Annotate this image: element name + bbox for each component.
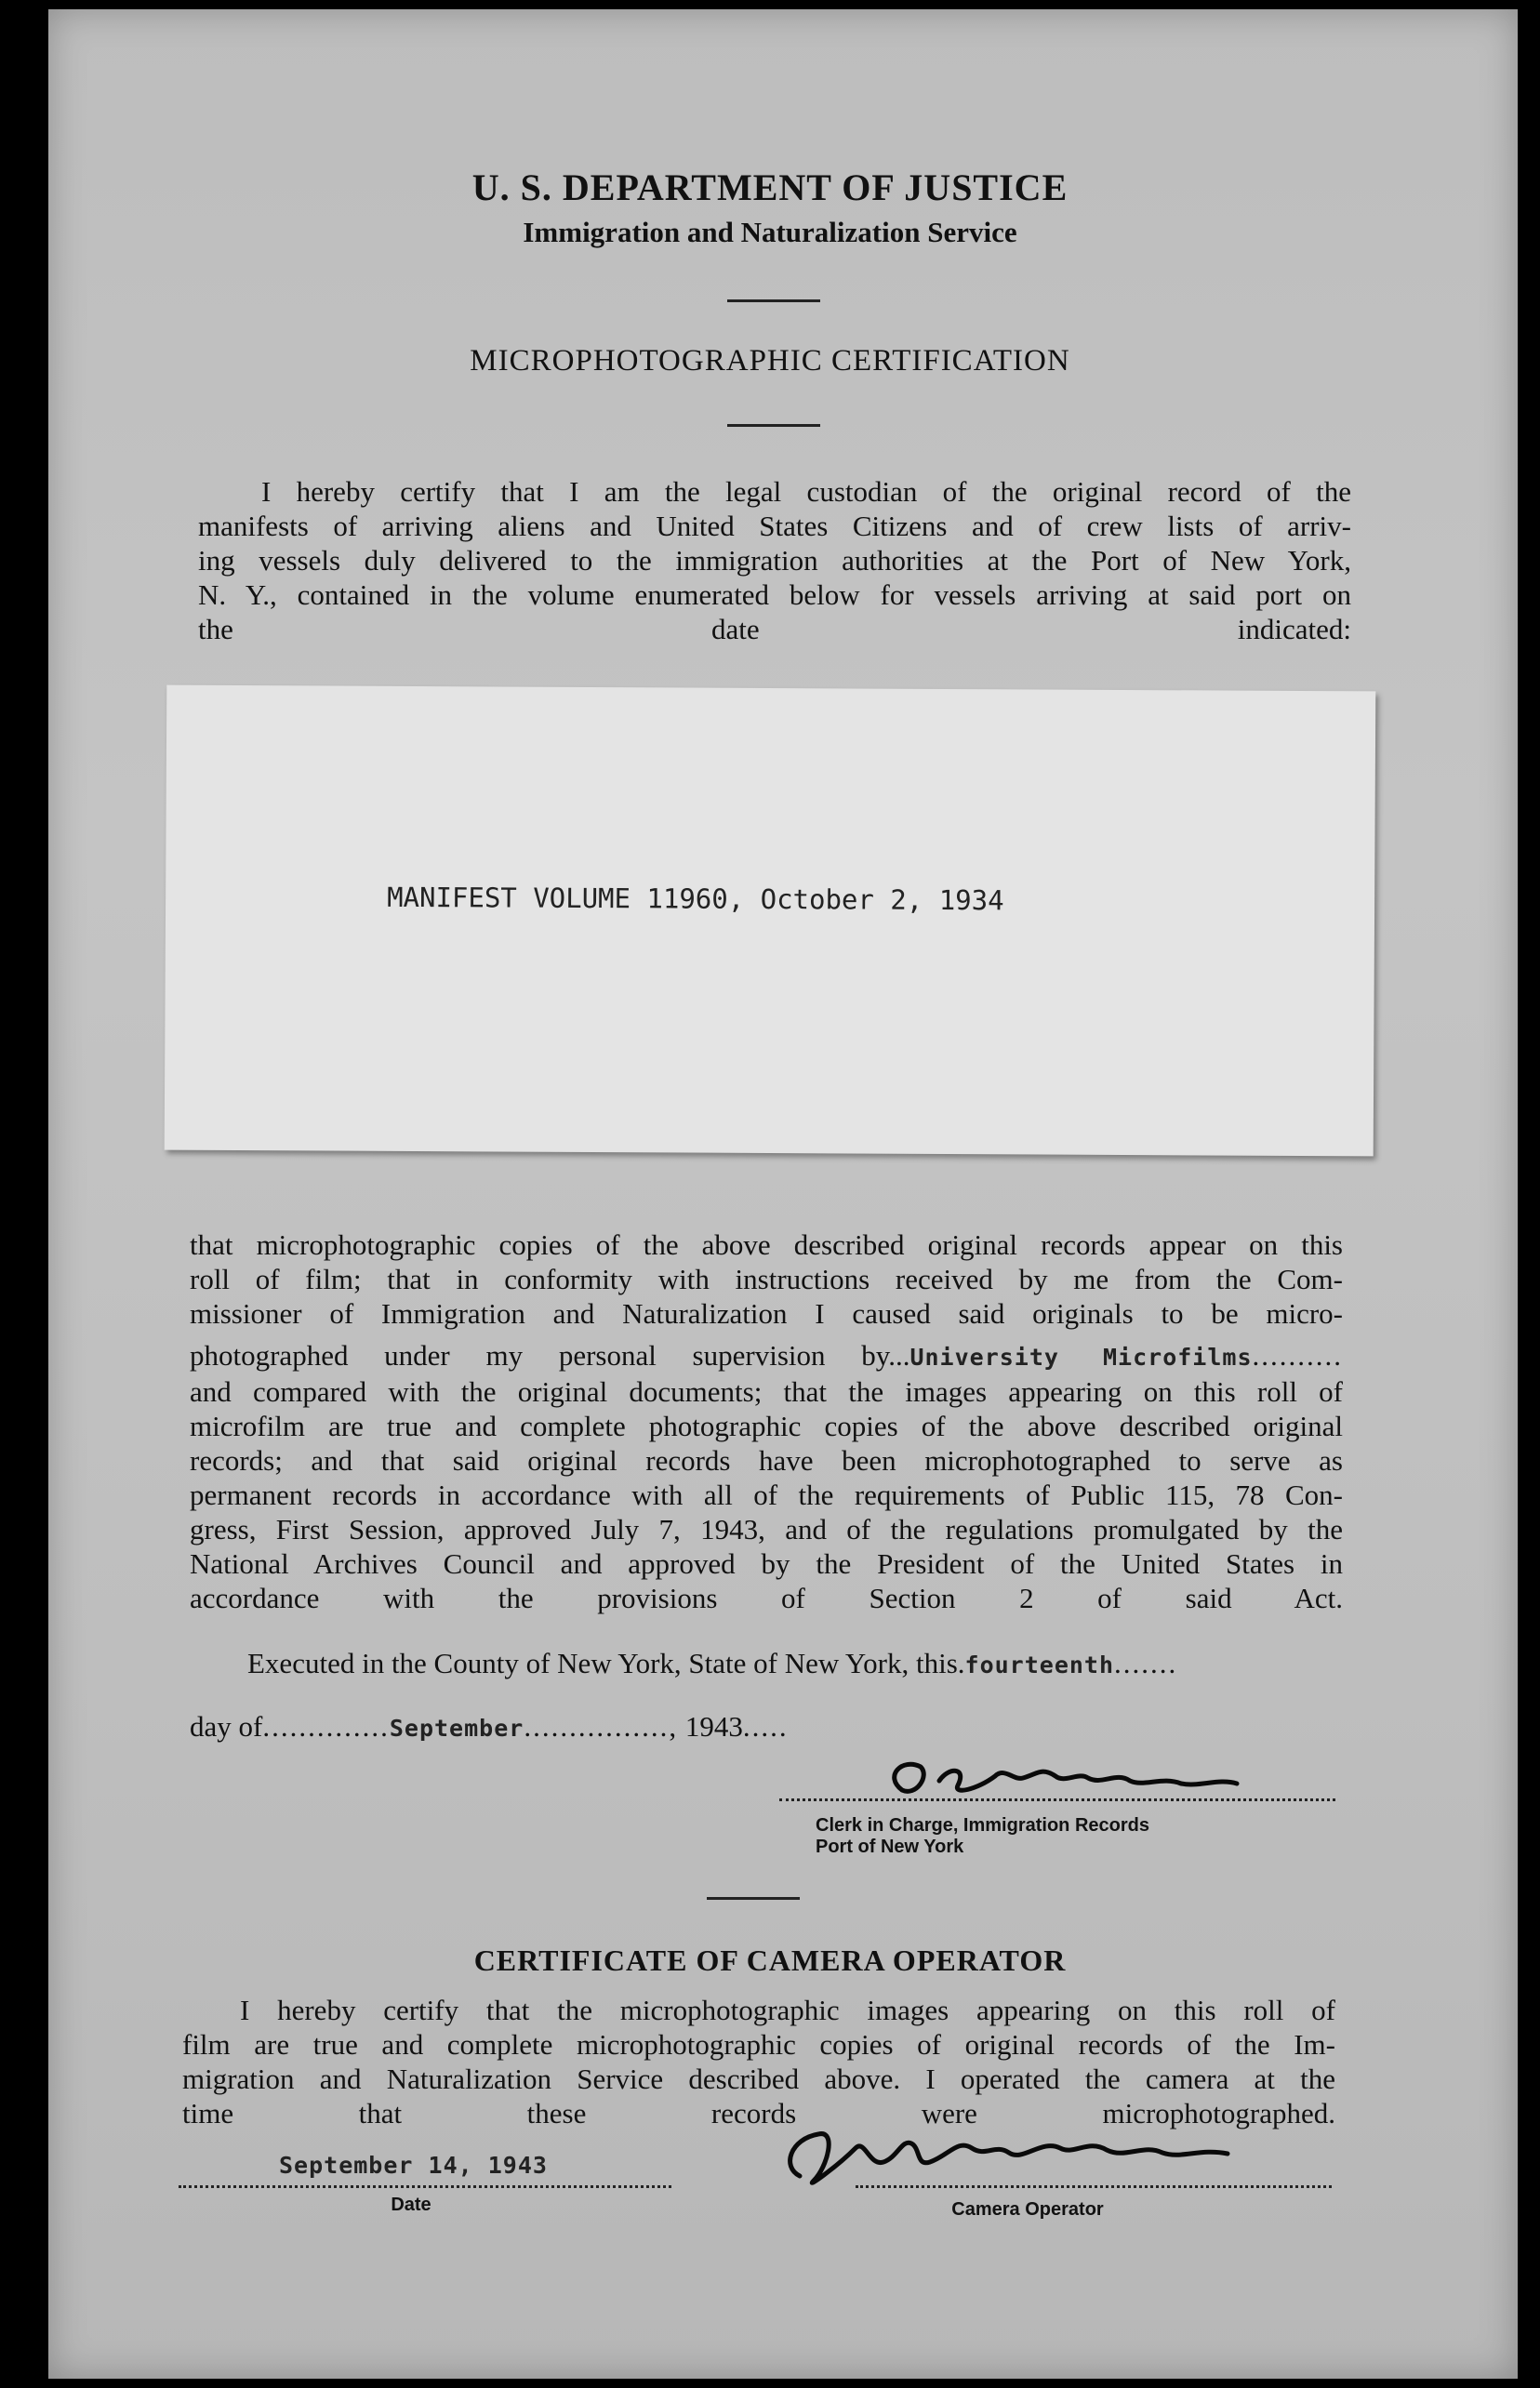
body-line: National Archives Council and approved by the President of the United States in xyxy=(190,1547,1343,1580)
clerk-title-line: Port of New York xyxy=(816,1837,964,1857)
camera-line: I hereby certify that the microphotographic images appearing on this roll of xyxy=(240,1994,1335,2026)
camera-paragraph xyxy=(182,1993,1335,2130)
camera-operator-label: Camera Operator xyxy=(951,2199,1104,2220)
title-divider xyxy=(727,424,820,427)
supervision-dots: .......... xyxy=(1252,1339,1344,1372)
execution-month: September xyxy=(389,1715,524,1742)
body-line: that microphotographic copies of the above described original records appear on this xyxy=(190,1228,1343,1261)
month-dots-after: ................, xyxy=(524,1710,679,1743)
intro-line: N. Y., contained in the volume enumerated below for vessels arriving at said port on xyxy=(198,578,1351,611)
camera-date-label: Date xyxy=(391,2195,431,2215)
body-line: permanent records in accordance with all of the requirements of Public 115, 78 Con- xyxy=(190,1479,1343,1511)
body-line: and compared with the original documents; that the images appearing on this roll of xyxy=(190,1375,1343,1408)
supervision-line xyxy=(190,1338,1343,1374)
body-line: records; and that said original records have been microphotographed to serve as xyxy=(190,1444,1343,1477)
volume-text: MANIFEST VOLUME 11960, October 2, 1934 xyxy=(387,881,1004,917)
department-title: U. S. DEPARTMENT OF JUSTICE xyxy=(471,166,1069,208)
execution-prefix: Executed in the County of New York, State of New York, this. xyxy=(247,1647,965,1679)
certification-paragraph xyxy=(190,1227,1343,1615)
supervisor-name: University Microfilms xyxy=(909,1344,1253,1371)
volume-card xyxy=(165,685,1376,1157)
month-prefix: day of xyxy=(190,1710,263,1743)
month-dots-before: .............. xyxy=(262,1710,390,1743)
year-dots: ..... xyxy=(742,1710,789,1743)
body-line: gress, First Session, approved July 7, 1943, and of the regulations promulgated by the xyxy=(190,1513,1343,1546)
body-line: missioner of Immigration and Naturalization I caused said originals to be micro- xyxy=(190,1297,1343,1330)
intro-line: manifests of arriving aliens and United States Citizens and of crew lists of arriv- xyxy=(198,510,1351,542)
execution-day-dots: ....... xyxy=(1114,1647,1178,1679)
clerk-title xyxy=(816,1815,1149,1858)
section-divider xyxy=(707,1897,800,1900)
camera-date-value: September 14, 1943 xyxy=(279,2152,548,2179)
camera-line: migration and Naturalization Service described above. I operated the camera at the xyxy=(182,2063,1335,2095)
intro-line: I hereby certify that I am the legal custodian of the original record of the xyxy=(261,475,1351,508)
clerk-title-line: Clerk in Charge, Immigration Records xyxy=(816,1815,1149,1836)
camera-operator-signature xyxy=(763,2111,1283,2204)
body-line: microfilm are true and complete photographic copies of the above described original xyxy=(190,1410,1343,1442)
supervision-prefix: photographed under my personal supervision by... xyxy=(190,1339,910,1372)
intro-line: the date indicated: xyxy=(198,613,1351,645)
body-line: roll of film; that in conformity with instructions received by me from the Com- xyxy=(190,1263,1343,1295)
body-line: accordance with the provisions of Section 2 of said Act. xyxy=(190,1582,1343,1614)
intro-line: ing vessels duly delivered to the immigration authorities at the Port of New York, xyxy=(198,544,1351,577)
clerk-signature xyxy=(865,1739,1348,1813)
camera-operator-line xyxy=(856,2185,1332,2188)
form-title: MICROPHOTOGRAPHIC CERTIFICATION xyxy=(470,344,1070,378)
execution-line xyxy=(247,1646,1345,1682)
camera-line: film are true and complete microphotographic copies of original records of the Im- xyxy=(182,2028,1335,2061)
date-line xyxy=(190,1709,934,1745)
camera-date-line xyxy=(179,2148,671,2188)
intro-paragraph xyxy=(198,474,1351,646)
clerk-signature-line xyxy=(779,1798,1335,1801)
service-subtitle: Immigration and Naturalization Service xyxy=(523,216,1017,248)
execution-day: fourteenth xyxy=(964,1652,1115,1678)
camera-line: time that these records were microphotographed. xyxy=(182,2097,1335,2129)
header-divider xyxy=(727,299,820,302)
execution-year: 1943 xyxy=(684,1710,743,1743)
camera-certificate-heading: CERTIFICATE OF CAMERA OPERATOR xyxy=(473,1944,1067,1977)
